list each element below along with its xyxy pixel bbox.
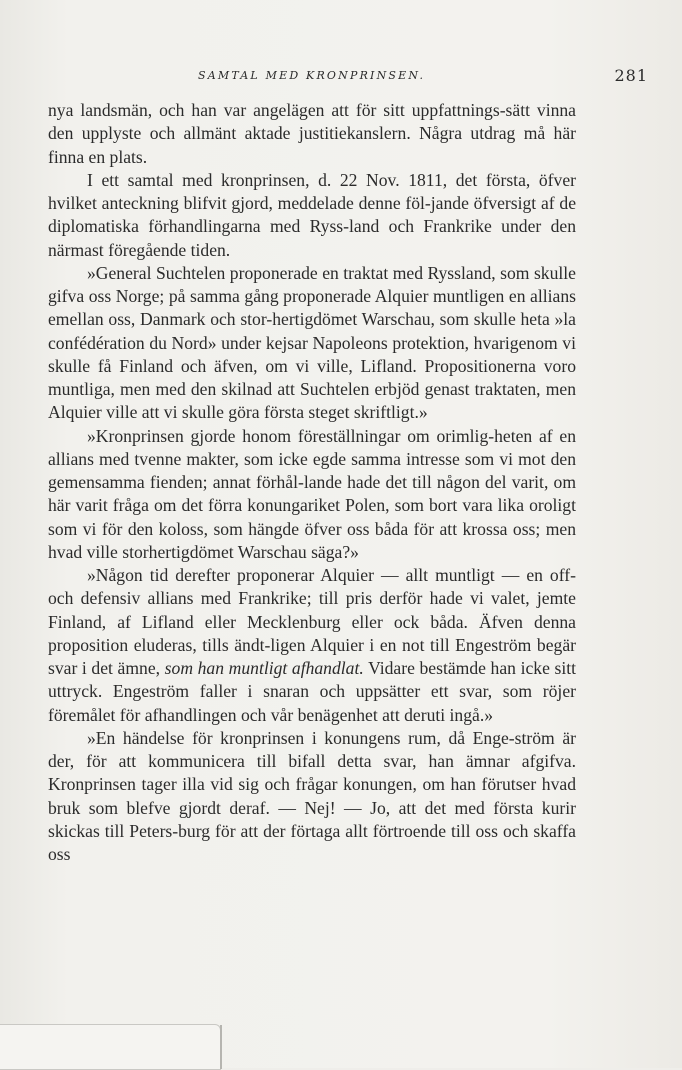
paragraph-text: »Någon tid derefter proponerar Alquier — allt muntligt — en off- och defensiv allians med Frankrike; till pris derför hade vi valet, jemte Finland, af Lifland eller Mecklenburg eller ock båda. Äfven denna proposition eluderas, tills ändt-ligen Alquier i en not till Engeström begär svar i det ämne,	[48, 565, 576, 678]
paragraph: »Kronprinsen gjorde honom föreställningar om orimlig-heten af en allians med tvenne makter, som icke egde samma intresse som vi mot den gemensamma fienden; annat förhål-lande hade det till någon del varit, om här varit fråga om det förra konungariket Polen, som bort vara lika oroligt som vi för den koloss, som hängde öfver oss båda för att krossa oss; men hvad ville storhertigdömet Warschau säga?»	[48, 425, 576, 562]
label-border	[0, 1025, 222, 1069]
paragraph: »General Suchtelen proponerade en traktat med Ryssland, som skulle gifva oss Norge; på samma gång proponerade Alquier muntligen en allians emellan oss, Danmark och stor-hertigdömet Warschau, som skulle heta »la confédération du Nord» under kejsar Napoleons protektion, hvarigenom vi skulle få Finland och äfven, om vi ville, Lifland. Propositionerna voro muntliga, men med den skilnad att Suchtelen erbjöd genast traktaten, men Alquier ville att vi skulle göra första steget skriftligt.»	[48, 262, 576, 423]
body-text	[48, 99, 576, 866]
running-title: SAMTAL MED KRONPRINSEN.	[198, 69, 426, 82]
paragraph	[48, 564, 576, 727]
emphasized-phrase: som han muntligt afhandlat.	[164, 658, 364, 678]
library-label-edge	[0, 1024, 221, 1070]
page-header	[48, 66, 648, 88]
paragraph: I ett samtal med kronprinsen, d. 22 Nov. 1811, det första, öfver hvilket anteckning blifvit gjord, meddelade denne föl-jande öfversigt af de diplomatiska förhandlingarna med Ryss-land och Frankrike under den närmast föregående tiden.	[48, 169, 576, 260]
paragraph-text: Vidare bestämde han icke sitt uttryck. Engeström faller i snaran och uppsätter ett svar, som röjer föremålet för afhandlingen och vår benägenhet att deruti ingå.»	[48, 658, 577, 725]
paragraph: »En händelse för kronprinsen i konungens rum, då Enge-ström är der, för att kommunicera till bifall detta svar, han ämnar afgifva. Kronprinsen tager illa vid sig och frågar konungen, om han förutser hvad bruk som blefve gjordt deraf. — Nej! — Jo, att det med första kurir skickas till Peters-burg för att der förtaga allt förtroende till oss och skaffa oss	[48, 727, 576, 864]
page-number: 281	[614, 66, 648, 85]
paragraph: nya landsmän, och han var angelägen att för sitt uppfattnings-sätt vinna den upplyste och allmänt aktade justitiekanslern. Några utdrag må här finna en plats.	[48, 100, 576, 167]
